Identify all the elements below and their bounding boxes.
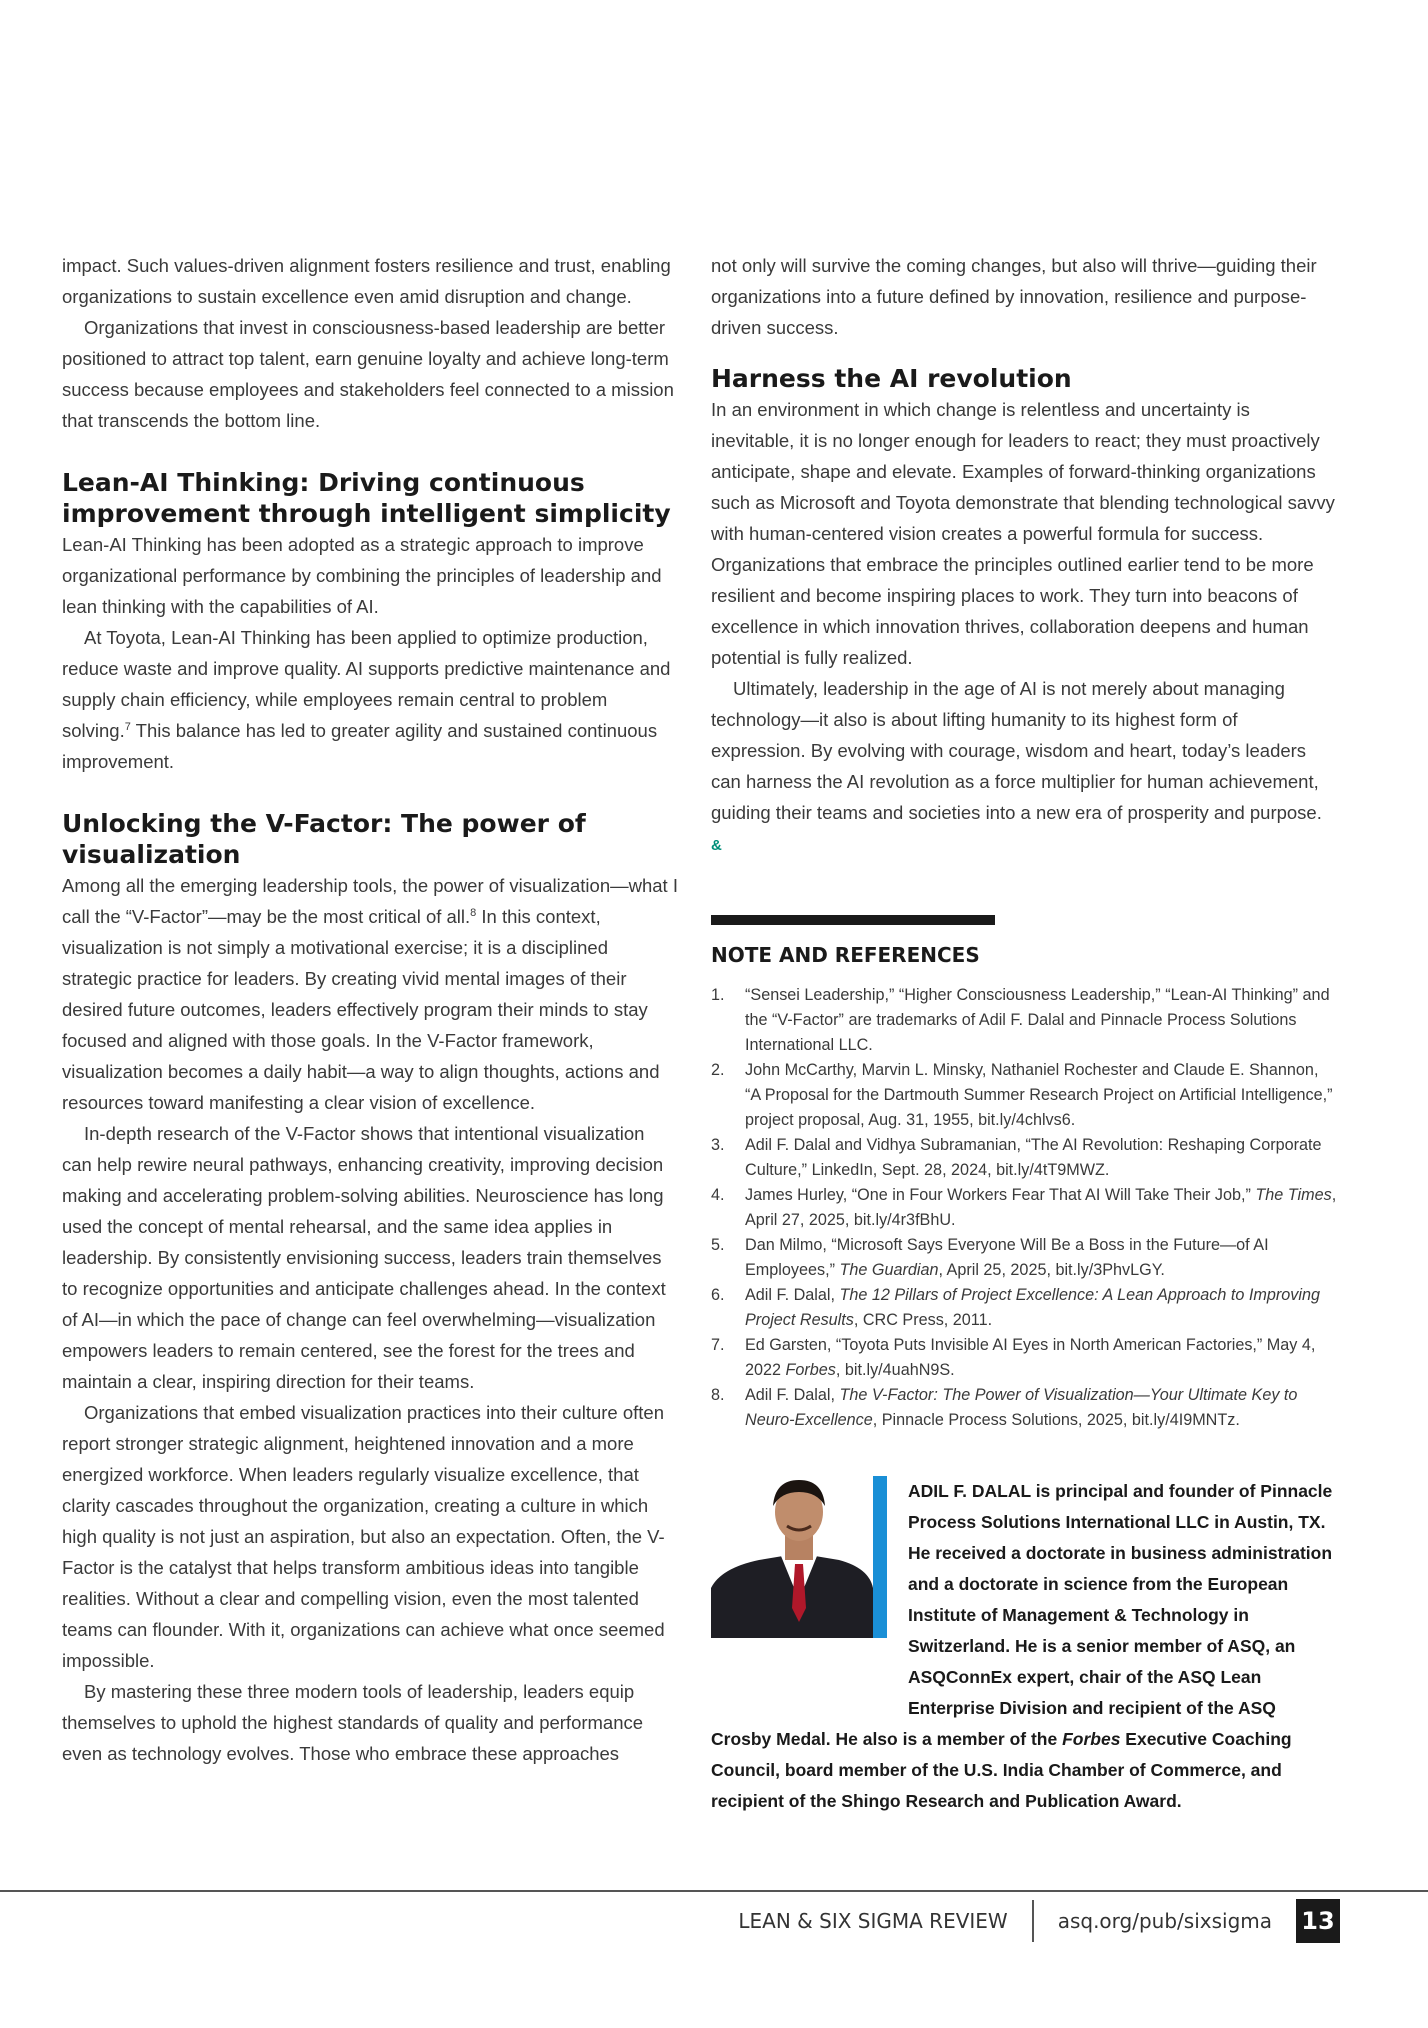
paragraph (62, 870, 678, 1118)
reference-text: James Hurley, “One in Four Workers Fear That AI Will Take Their Job,” (745, 1186, 1256, 1204)
paragraph-text: Ultimately, leadership in the age of AI is not merely about managing technology—it also is about lifting humanity to its highest form of expression. By evolving with courage, wisdom and heart, today’s leaders can harness the AI revolution as a force multiplier for human achievement, guiding their teams and societies into a new era of prosperity and purpose. (711, 678, 1322, 823)
paragraph: impact. Such values-driven alignment fosters resilience and trust, enabling organizations to sustain excellence even amid disruption and change. (62, 255, 671, 307)
reference-number: 3. (711, 1136, 725, 1154)
paragraph (711, 673, 1337, 861)
publication-url[interactable]: asq.org/pub/sixsigma (1057, 1909, 1272, 1933)
paragraph (62, 622, 678, 777)
footnote-ref: 8 (470, 906, 477, 919)
reference-item (711, 1333, 1337, 1383)
reference-item (711, 983, 1337, 1058)
reference-number: 6. (711, 1286, 725, 1304)
reference-number: 7. (711, 1336, 725, 1354)
author-bio (711, 1476, 1341, 1856)
reference-text: Adil F. Dalal, (745, 1286, 840, 1304)
references-list (711, 983, 1337, 1433)
end-mark-icon: & (711, 837, 722, 854)
author-name: ADIL F. DALAL (908, 1481, 1031, 1501)
notes-divider-bar (711, 915, 995, 925)
paragraph-text: This balance has led to greater agility and sustained continuous improvement. (62, 720, 658, 772)
reference-number: 8. (711, 1386, 725, 1404)
author-photo (711, 1476, 891, 1638)
reference-number: 5. (711, 1236, 725, 1254)
page-footer (738, 1896, 1340, 1946)
reference-text: Dan Milmo, “Microsoft Says Everyone Will Be a Boss in the Future—of AI Employees,” (745, 1236, 1269, 1279)
reference-text: , Pinnacle Process Solutions, 2025, bit.ly/4I9MNTz. (872, 1411, 1240, 1429)
bio-text-part: Executive Coaching Council, board member of the U.S. India Chamber of Commerce, and recipient of the Shingo Research and Publication Award. (711, 1729, 1292, 1811)
right-column (711, 250, 1337, 1433)
reference-item (711, 1133, 1337, 1183)
bio-italic: Forbes (1062, 1729, 1121, 1749)
reference-text: , CRC Press, 2011. (853, 1311, 993, 1329)
footnote-ref: 7 (124, 720, 131, 733)
paragraph: not only will survive the coming changes, but also will thrive—guiding their organizations into a future defined by innovation, resilience and purpose-driven success. (711, 255, 1317, 338)
reference-item (711, 1383, 1337, 1433)
reference-text: , April 27, 2025, bit.ly/4r3fBhU. (745, 1186, 1337, 1229)
reference-text: John McCarthy, Marvin L. Minsky, Nathaniel Rochester and Claude E. Shannon, “A Proposal for the Dartmouth Summer Research Project on Artificial Intelligence,” project proposal, Aug. 31, 1955, bit.ly/4chlvs6. (745, 1061, 1333, 1129)
paragraph: By mastering these three modern tools of leadership, leaders equip themselves to uphold the highest standards of quality and performance even as technology evolves. Those who embrace these approaches (62, 1681, 644, 1764)
reference-item (711, 1183, 1337, 1233)
paragraph: In-depth research of the V-Factor shows that intentional visualization can help rewire neural pathways, enhancing creativity, improving decision making and accelerating problem-solving abilities. Neuroscience has long used the concept of mental rehearsal, and the same idea applies in leadership. By consistently envisioning success, leaders train themselves to recognize opportunities and anticipate challenges ahead. In the context of AI—in which the pace of change can feel overwhelming—visualization empowers leaders to remain centered, see the forest for the trees and maintain a clear, inspiring direction for their teams. (62, 1123, 666, 1392)
section-heading-lean-ai: Lean-AI Thinking: Driving continuous improvement through intelligent simplicity (62, 468, 671, 528)
reference-text: Adil F. Dalal and Vidhya Subramanian, “The AI Revolution: Reshaping Corporate Culture,” LinkedIn, Sept. 28, 2024, bit.ly/4tT9MWZ. (745, 1136, 1322, 1179)
reference-text: , April 25, 2025, bit.ly/3PhvLGY. (938, 1261, 1165, 1279)
reference-text: , bit.ly/4uahN9S. (835, 1361, 955, 1379)
paragraph-text: In this context, visualization is not simply a motivational exercise; it is a disciplined strategic practice for leaders. By creating vivid mental images of their desired future outcomes, leaders effectively program their minds to stay focused and aligned with those goals. In the V-Factor framework, visualization becomes a daily habit—a way to align thoughts, actions and resources toward manifesting a clear vision of excellence. (62, 906, 660, 1113)
reference-item (711, 1058, 1337, 1133)
section-heading-harness: Harness the AI revolution (711, 364, 1072, 393)
reference-number: 2. (711, 1061, 725, 1079)
reference-text: Ed Garsten, “Toyota Puts Invisible AI Eyes in North American Factories,” May 4, 2022 (745, 1336, 1316, 1379)
reference-title: The 12 Pillars of Project Excellence: A Lean Approach to Improving Project Results (745, 1286, 1320, 1329)
section-heading-v-factor: Unlocking the V-Factor: The power of visualization (62, 809, 586, 869)
paragraph: In an environment in which change is relentless and uncertainty is inevitable, it is no longer enough for leaders to react; they must proactively anticipate, shape and elevate. Examples of forward-thinking organizations such as Microsoft and Toyota demonstrate that blending technological savvy with human-centered vision creates a powerful formula for success. Organizations that embrace the principles outlined earlier tend to be more resilient and become inspiring places to work. They turn into beacons of excellence in which innovation thrives, collaboration deepens and human potential is fully realized. (711, 399, 1335, 668)
reference-item (711, 1233, 1337, 1283)
paragraph-text: At Toyota, Lean-AI Thinking has been applied to optimize production, reduce waste and improve quality. AI supports predictive maintenance and supply chain efficiency, while employees remain central to problem solving. (62, 627, 671, 741)
reference-number: 4. (711, 1186, 725, 1204)
bio-text-part: is principal and founder of Pinnacle Process Solutions International LLC in Austin, TX. He received a doctorate in business administration and a doctorate in science from the European Institute of Management & Technology in Switzerland. He is a senior member of ASQ, an ASQConnEx expert, chair of the ASQ Lean Enterprise Division and recipient of the ASQ Crosby Medal. He also is a member of the (711, 1481, 1333, 1749)
publication-name: LEAN & SIX SIGMA REVIEW (738, 1909, 1008, 1933)
notes-heading: NOTE AND REFERENCES (711, 943, 980, 967)
reference-text: Adil F. Dalal, (745, 1386, 840, 1404)
reference-number: 1. (711, 986, 725, 1004)
reference-item (711, 1283, 1337, 1333)
reference-title: Forbes (785, 1361, 836, 1379)
footer-rule (0, 1890, 1428, 1892)
reference-title: The V-Factor: The Power of Visualization—Your Ultimate Key to Neuro-Excellence (745, 1386, 1298, 1429)
left-column (62, 250, 678, 1769)
reference-title: The Guardian (839, 1261, 939, 1279)
footer-separator (1032, 1900, 1034, 1942)
paragraph-text: Among all the emerging leadership tools, the power of visualization—what I call the “V-Factor”—may be the most critical of all. (62, 875, 678, 927)
paragraph: Lean-AI Thinking has been adopted as a strategic approach to improve organizational performance by combining the principles of leadership and lean thinking with the capabilities of AI. (62, 534, 662, 617)
page-number: 13 (1296, 1899, 1340, 1943)
paragraph: Organizations that embed visualization practices into their culture often report stronger strategic alignment, heightened innovation and a more energized workforce. When leaders regularly visualize excellence, that clarity cascades throughout the organization, creating a culture in which high quality is not just an aspiration, but also an expectation. Often, the V-Factor is the catalyst that helps transform ambitious ideas into tangible realities. Without a clear and compelling vision, even the most talented teams can flounder. With it, organizations can achieve what once seemed impossible. (62, 1402, 665, 1671)
reference-text: “Sensei Leadership,” “Higher Consciousness Leadership,” “Lean-AI Thinking” and the “V-Factor” are trademarks of Adil F. Dalal and Pinnacle Process Solutions International LLC. (745, 986, 1330, 1054)
paragraph: Organizations that invest in consciousness-based leadership are better positioned to attract top talent, earn genuine loyalty and achieve long-term success because employees and stakeholders feel connected to a mission that transcends the bottom line. (62, 317, 674, 431)
reference-title: The Times (1255, 1186, 1332, 1204)
author-portrait-image (711, 1476, 891, 1638)
